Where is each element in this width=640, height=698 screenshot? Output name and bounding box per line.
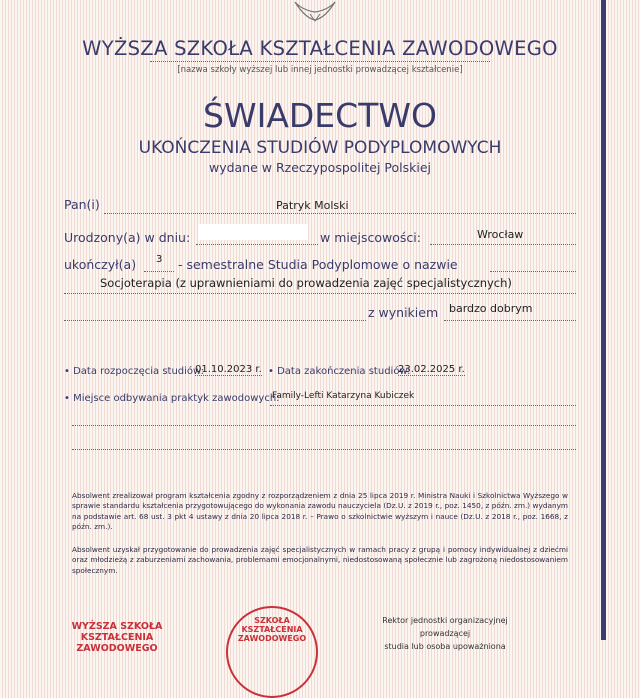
- end-label-text: Data zakończenia studiów:: [277, 366, 411, 377]
- place-value: Wrocław: [477, 228, 524, 241]
- institution-caption: [nazwa szkoły wyższej lub innej jednostki prowadzącej kształcenie]: [177, 65, 463, 75]
- start-label-text: Data rozpoczęcia studiów:: [73, 366, 205, 377]
- institution-underline: [150, 61, 490, 62]
- program-line: [64, 293, 576, 294]
- eagle-emblem-icon: [290, 0, 340, 22]
- document-subtitle: UKOŃCZENIA STUDIÓW PODYPLOMOWYCH: [138, 138, 502, 158]
- institution-name: WYŻSZA SZKOŁA KSZTAŁCENIA ZAWODOWEGO: [82, 37, 558, 60]
- practice-line-2: [72, 425, 576, 426]
- semesters-value: 3: [156, 254, 163, 265]
- place-label: w miejscowości:: [320, 230, 421, 245]
- name-line: [104, 213, 576, 214]
- program-value: Socjoterapia (z uprawnieniami do prowadzenia zajęć specjalistycznych): [100, 276, 512, 290]
- result-line: [444, 320, 576, 321]
- end-date-label: • Data zakończenia studiów:: [268, 366, 411, 377]
- result-label: z wynikiem: [368, 305, 439, 320]
- round-stamp: [226, 606, 318, 698]
- institution-stamp: WYŻSZA SZKOŁA KSZTAŁCENIA ZAWODOWEGO: [71, 621, 163, 654]
- place-line: [430, 244, 576, 245]
- practice-label-text: Miejsce odbywania praktyk zawodowych:: [73, 393, 280, 404]
- start-date-label: • Data rozpoczęcia studiów:: [64, 366, 205, 377]
- program-label-line: [490, 271, 576, 272]
- redacted-birthdate: [198, 224, 308, 240]
- practice-line-3: [72, 449, 576, 450]
- end-date-value: 23.02.2025 r.: [398, 364, 465, 375]
- semesters-line: [144, 271, 174, 272]
- legal-basis-paragraph: Absolwent zrealizował program kształcenia zgodny z rozporządzeniem z dnia 25 lipca 2019 r. Ministra Nauki i Szkolnictwa Wyższego w sprawie standardu kształcenia przygotowującego do wykonania zawodu nauczyciela (Dz.U. z 2019 r., poz. 1450, z późn. zm.) wydanym na podstawie art. 68 ust. 3 pkt 4 ustawy z dnia 20 lipca 2018 r. – Prawo o szkolnictwie wyższym i nauce (Dz.U. z 2018 r., poz. 1668, z późn. zm.).: [72, 491, 568, 531]
- name-value: Patryk Molski: [276, 199, 349, 212]
- program-label: - semestralne Studia Podyplomowe o nazwie: [178, 257, 458, 272]
- practice-label: • Miejsce odbywania praktyk zawodowych:: [64, 393, 280, 404]
- birthdate-line: [196, 244, 318, 245]
- practice-value: Family-Lefti Katarzyna Kubiczek: [272, 391, 415, 401]
- qualification-paragraph: Absolwent uzyskał przygotowanie do prowadzenia zajęć specjalistycznych w ramach pracy z grupą i pomocy indywidualnej z dziećmi oraz młodzieżą z zaburzeniami zachowania, problemami emocjonalnymi, niedostosowaną społecznie lub zagrożoną niedostosowaniem społecznym.: [72, 545, 568, 575]
- document-title: ŚWIADECTWO: [203, 96, 437, 135]
- round-stamp-text: SZKOŁA KSZTAŁCENIA ZAWODOWEGO: [237, 616, 307, 643]
- practice-line: [270, 405, 576, 406]
- result-pre-line: [64, 320, 366, 321]
- completed-label: ukończył(a): [64, 257, 137, 272]
- signatory-line-2: studia lub osoba upoważniona: [384, 642, 506, 651]
- signatory-line-1: Rektor jednostki organizacyjnej prowadzącej: [382, 616, 508, 638]
- born-label: Urodzony(a) w dniu:: [64, 230, 191, 245]
- name-label: Pan(i): [64, 197, 100, 212]
- signatory-caption: [370, 614, 520, 653]
- result-value: bardzo dobrym: [449, 302, 533, 315]
- issued-line: wydane w Rzeczypospolitej Polskiej: [208, 160, 432, 175]
- start-date-value: 01.10.2023 r.: [195, 364, 262, 375]
